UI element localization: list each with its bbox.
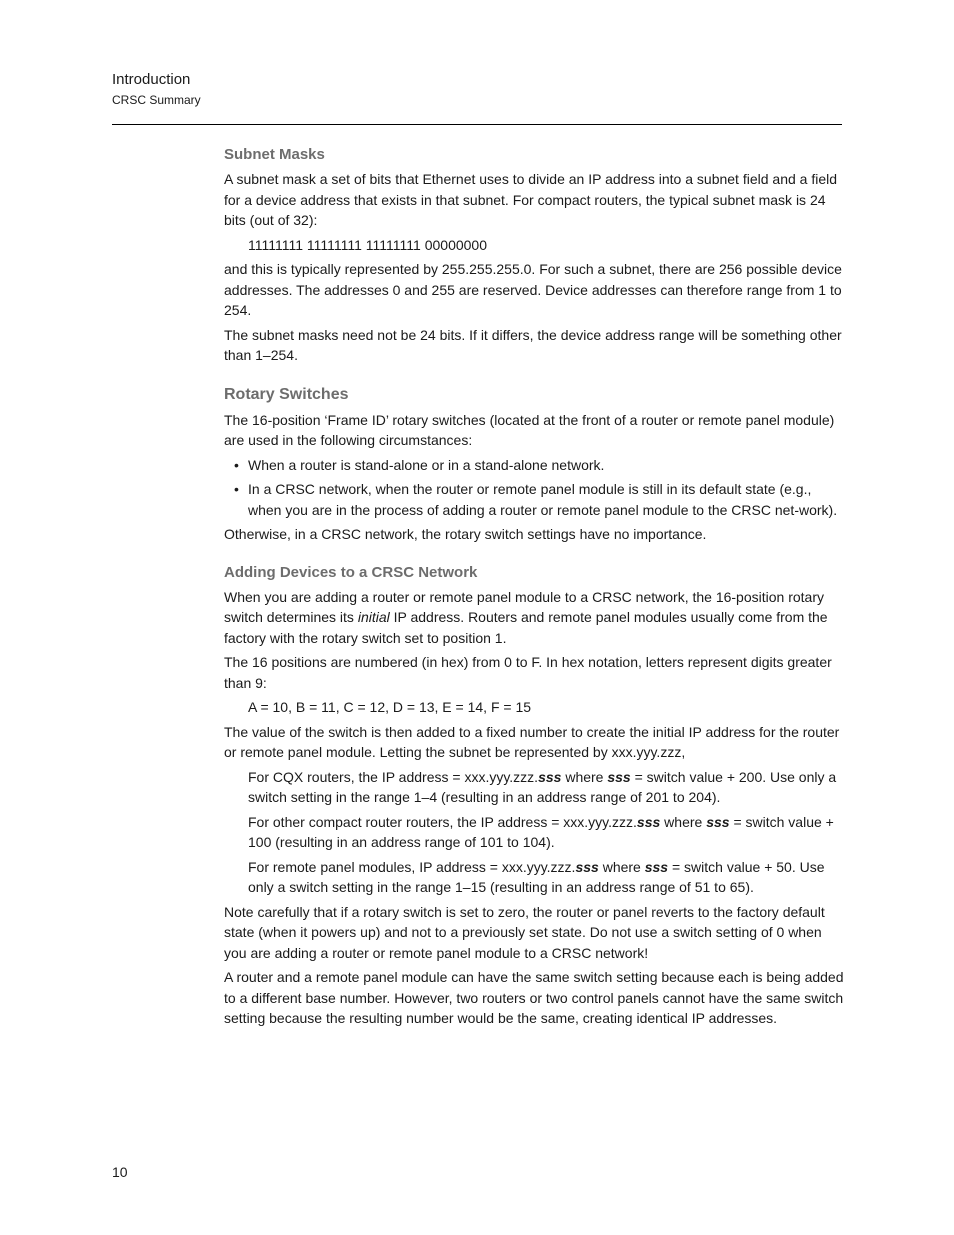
paragraph: and this is typically represented by 255.255.255.0. For such a subnet, there are 256 possible device addresses. The addresses 0 and 255 are reserved. Device addresses can therefore range from 1 to 254. [224, 261, 842, 318]
cqx-router-rule [224, 767, 844, 808]
text-run: For remote panel modules, IP address = xxx.yyy.zzz. [248, 858, 576, 875]
list-item [224, 455, 844, 476]
heading-subnet-masks: Subnet Masks [224, 146, 325, 163]
main-content [224, 145, 844, 1033]
sss-variable: sss [607, 768, 631, 785]
remote-panel-rule [224, 857, 844, 898]
bullet-icon: • [234, 481, 239, 497]
paragraph: The 16 positions are numbered (in hex) from 0 to F. In hex notation, letters represent digits greater than 9: [224, 654, 832, 691]
paragraph: The subnet masks need not be 24 bits. If it differs, the device address range will be something other than 1–254. [224, 326, 842, 363]
bullet-list [224, 455, 844, 521]
text-run: For other compact router routers, the IP address = xxx.yyy.zzz. [248, 813, 637, 830]
heading-rotary-switches: Rotary Switches [224, 385, 349, 403]
text-run: IP address. Routers and remote panel modules usually come from the factory with the rotary switch set to position 1. [224, 609, 828, 646]
subnet-mask-bits: 11111111 11111111 11111111 00000000 [248, 236, 488, 253]
bullet-icon: • [234, 456, 239, 473]
text-run: where [660, 813, 707, 830]
paragraph [224, 587, 844, 649]
sss-variable: sss [636, 813, 661, 830]
paragraph: The 16-position ‘Frame ID’ rotary switches (located at the front of a router or remote panel module) are used in the following circumstances: [224, 411, 835, 448]
sss-variable: sss [706, 813, 730, 830]
header-divider [112, 124, 842, 125]
running-header-chapter: Introduction [112, 71, 191, 88]
text-run: where [598, 858, 645, 875]
running-header-section: CRSC Summary [112, 93, 201, 107]
paragraph: A subnet mask a set of bits that Ethernet uses to divide an IP address into a subnet field and a field for a device address that exists in that subnet. For compact routers, the typical subnet mask is 24 bits (out of 32): [224, 171, 838, 228]
paragraph: Note carefully that if a rotary switch is set to zero, the router or panel reverts to the factory default state (when it powers up) and not to a previously set state. Do not use a switch setting of 0 when you are adding a router or remote panel module to a CRSC network! [224, 903, 825, 961]
text-run: When you are adding a router or remote panel module to a CRSC network, the 16-position rotary switch determines its [224, 588, 824, 625]
text-run: = switch value + 200. Use only a switch setting in the range 1–4 (resulting in an address range of 201 to 204). [248, 768, 837, 805]
list-item-text: In a CRSC network, when the router or remote panel module is still in its default state (e.g., when you are in the process of adding a router or remote panel module to the CRSC net-work). [248, 481, 838, 518]
sss-variable: sss [575, 858, 599, 875]
text-run: For CQX routers, the IP address = xxx.yyy.zzz. [248, 768, 539, 785]
sss-variable: sss [644, 858, 669, 875]
paragraph: A router and a remote panel module can have the same switch setting because each is being added to a different base number. However, two routers or two control panels cannot have the same switch setting because the resulting number would be the same, creating identical IP addresses. [224, 969, 844, 1026]
list-item-text: When a router is stand-alone or in a stand-alone network. [248, 456, 605, 473]
other-router-rule [224, 812, 844, 853]
heading-adding-devices: Adding Devices to a CRSC Network [224, 563, 478, 581]
page-number: 10 [112, 1164, 128, 1180]
list-item [224, 479, 844, 520]
text-run: where [561, 768, 608, 785]
paragraph: Otherwise, in a CRSC network, the rotary switch settings have no importance. [224, 526, 707, 542]
paragraph: The value of the switch is then added to a fixed number to create the initial IP address for the router or remote panel module. Letting the subnet be represented by xxx.yyy.zzz, [224, 723, 840, 760]
sss-variable: sss [538, 768, 562, 785]
hex-values: A = 10, B = 11, C = 12, D = 13, E = 14, F = 15 [248, 699, 532, 715]
text-run: = switch value + 100 (resulting in an address range of 101 to 104). [248, 813, 834, 850]
emphasis-initial: initial [357, 609, 390, 625]
text-run: = switch value + 50. Use only a switch setting in the range 1–15 (resulting in an address range of 51 to 65). [248, 858, 825, 895]
